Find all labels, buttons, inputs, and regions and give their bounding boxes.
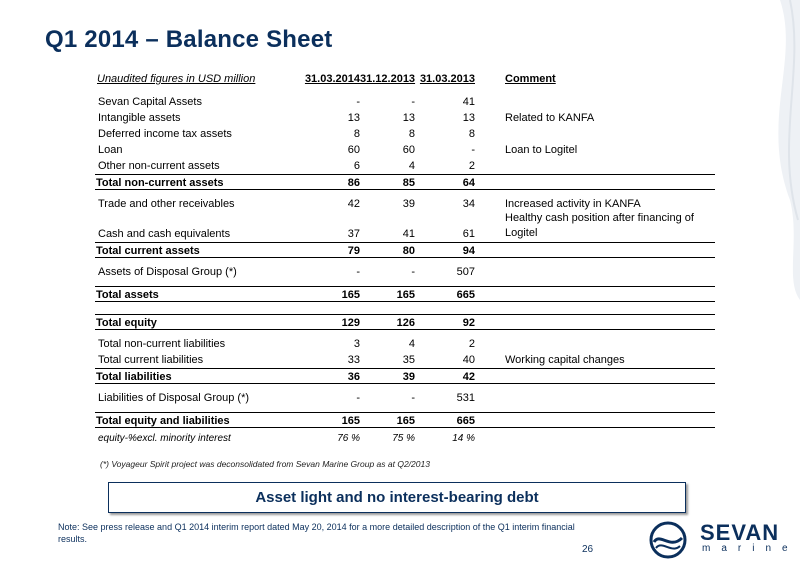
table-row xyxy=(95,196,715,212)
cell-value: 76 % xyxy=(337,433,360,444)
total-row xyxy=(95,286,715,302)
cell-value: 4 xyxy=(408,160,415,172)
disclaimer-note: Note: See press release and Q1 2014 interim report dated May 20, 2014 for a more detailed description of the Q1 interim financial results. xyxy=(58,522,575,544)
cell-value: 92 xyxy=(462,317,475,329)
row-comment: Healthy cash position after financing of Logitel xyxy=(505,212,694,239)
table-row xyxy=(95,126,715,142)
cell-value: 6 xyxy=(353,160,360,172)
cell-value: 13 xyxy=(462,112,475,124)
cell-value: 94 xyxy=(462,245,475,257)
row-label: Sevan Capital Assets xyxy=(98,96,202,108)
cell-value: 165 xyxy=(396,289,415,301)
table-row xyxy=(95,336,715,352)
total-row xyxy=(95,368,715,384)
cell-value: - xyxy=(411,96,415,108)
cell-value: 507 xyxy=(456,266,475,278)
page-number: 26 xyxy=(582,544,594,555)
row-comment: Loan to Logitel xyxy=(505,144,578,156)
table-footnote: (*) Voyageur Spirit project was deconsolidated from Sevan Marine Group as at Q2/2013 xyxy=(100,459,430,469)
cell-value: 165 xyxy=(341,415,360,427)
logo-wordmark: SEVAN xyxy=(700,520,780,545)
total-row xyxy=(95,242,715,258)
cell-value: 2 xyxy=(468,160,475,172)
cell-value: - xyxy=(356,266,360,278)
row-label: Total equity and liabilities xyxy=(96,415,230,427)
row-label: Cash and cash equivalents xyxy=(98,228,231,240)
cell-value: 60 xyxy=(402,144,415,156)
cell-value: 39 xyxy=(402,198,415,210)
row-comment: Working capital changes xyxy=(505,354,625,366)
cell-value: 42 xyxy=(347,198,360,210)
table-row xyxy=(95,212,715,242)
cell-value: 8 xyxy=(408,128,415,140)
cell-value: - xyxy=(411,266,415,278)
table-row xyxy=(95,352,715,368)
cell-value: 41 xyxy=(402,228,415,240)
cell-value: 8 xyxy=(353,128,360,140)
row-label: Total current liabilities xyxy=(98,354,204,366)
cell-value: 35 xyxy=(402,354,415,366)
cell-value: 165 xyxy=(341,289,360,301)
row-label: Deferred income tax assets xyxy=(98,128,232,140)
row-label: Intangible assets xyxy=(98,112,181,124)
cell-value: - xyxy=(471,144,475,156)
table-row xyxy=(95,110,715,126)
cell-value: 8 xyxy=(468,128,475,140)
row-label: Trade and other receivables xyxy=(98,198,235,210)
cell-value: - xyxy=(411,392,415,404)
cell-value: 37 xyxy=(347,228,360,240)
row-label: Other non-current assets xyxy=(98,160,220,172)
cell-value: 86 xyxy=(347,177,360,189)
page-title: Q1 2014 – Balance Sheet xyxy=(45,26,333,53)
cell-value: 665 xyxy=(456,415,475,427)
row-label: equity-%excl. minority interest xyxy=(98,433,231,444)
row-label: Total liabilities xyxy=(96,371,172,383)
table-row xyxy=(95,264,715,280)
row-label: Total non-current assets xyxy=(96,177,224,189)
cell-value: 4 xyxy=(408,338,415,350)
cell-value: 61 xyxy=(462,228,475,240)
row-comment: Increased activity in KANFA xyxy=(505,198,641,210)
cell-value: 3 xyxy=(353,338,360,350)
total-row xyxy=(95,174,715,190)
cell-value: - xyxy=(356,96,360,108)
row-label: Loan xyxy=(98,144,123,156)
cell-value: 42 xyxy=(462,371,475,383)
row-label: Total assets xyxy=(96,289,159,301)
cell-value: 60 xyxy=(347,144,360,156)
row-label: Total non-current liabilities xyxy=(98,338,226,350)
cell-value: 41 xyxy=(462,96,475,108)
balance-sheet-table xyxy=(95,70,715,447)
cell-value: 79 xyxy=(347,245,360,257)
table-row xyxy=(95,431,715,447)
cell-value: 64 xyxy=(462,177,475,189)
cell-value: 39 xyxy=(402,371,415,383)
table-row xyxy=(95,94,715,110)
cell-value: 34 xyxy=(462,198,475,210)
logo-subtitle: marine xyxy=(702,543,799,554)
row-comment: Related to KANFA xyxy=(505,112,595,124)
cell-value: 33 xyxy=(347,354,360,366)
total-row xyxy=(95,412,715,428)
cell-value: 126 xyxy=(396,317,415,329)
row-label: Total current assets xyxy=(96,245,200,257)
table-header-row xyxy=(95,70,715,88)
decorative-wave xyxy=(720,0,800,300)
total-row xyxy=(95,314,715,330)
row-label: Total equity xyxy=(96,317,157,329)
header-comment: Comment xyxy=(505,73,556,85)
cell-value: 14 % xyxy=(452,433,475,444)
cell-value: 40 xyxy=(462,354,475,366)
header-col-dec-2013: 31.12.2013 xyxy=(360,73,416,85)
cell-value: 665 xyxy=(456,289,475,301)
cell-value: 165 xyxy=(396,415,415,427)
key-message-banner: Asset light and no interest-bearing debt xyxy=(108,482,686,513)
cell-value: 2 xyxy=(468,338,475,350)
cell-value: 85 xyxy=(402,177,415,189)
table-row xyxy=(95,142,715,158)
cell-value: 80 xyxy=(402,245,415,257)
table-row xyxy=(95,390,715,406)
header-col-2014: 31.03.2014 xyxy=(304,73,360,85)
header-label: Unaudited figures in USD million xyxy=(97,73,256,85)
cell-value: 13 xyxy=(347,112,360,124)
cell-value: 531 xyxy=(456,392,475,404)
header-col-mar-2013: 31.03.2013 xyxy=(419,73,475,85)
cell-value: 13 xyxy=(402,112,415,124)
cell-value: - xyxy=(356,392,360,404)
cell-value: 75 % xyxy=(392,433,415,444)
cell-value: 36 xyxy=(347,371,360,383)
cell-value: 129 xyxy=(341,317,360,329)
row-label: Assets of Disposal Group (*) xyxy=(98,266,237,278)
table-row xyxy=(95,158,715,174)
row-label: Liabilities of Disposal Group (*) xyxy=(98,392,250,404)
